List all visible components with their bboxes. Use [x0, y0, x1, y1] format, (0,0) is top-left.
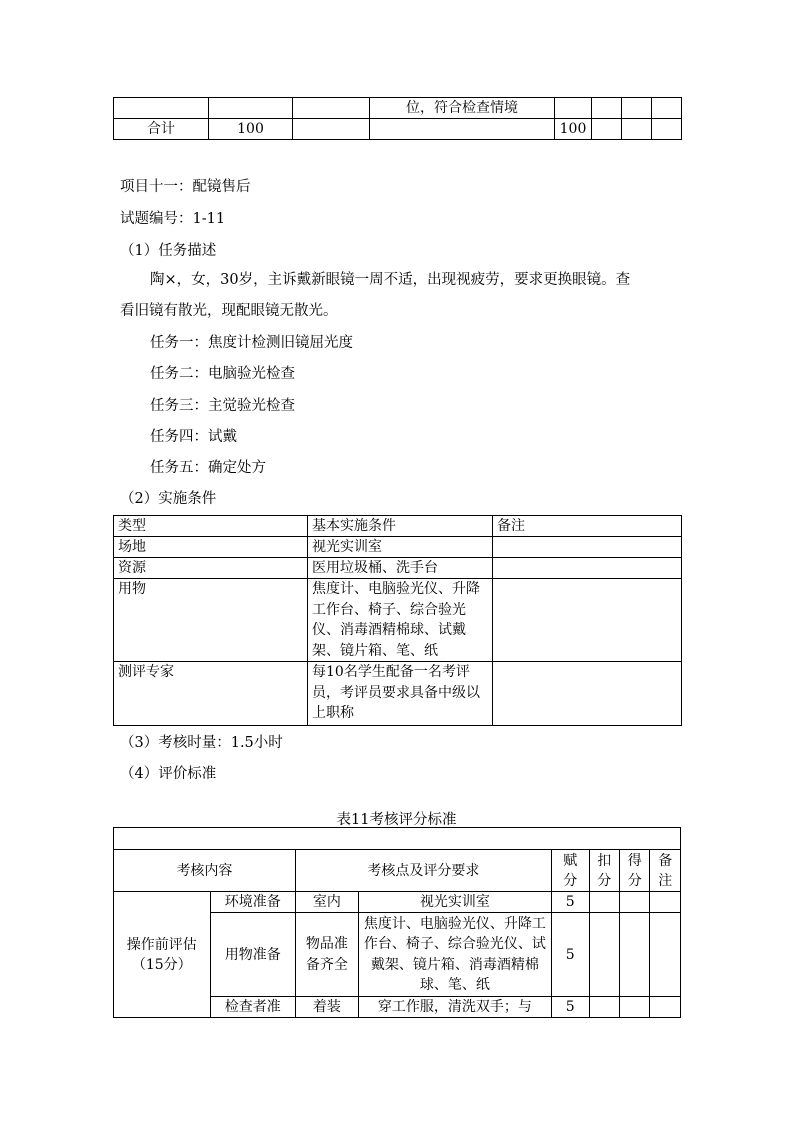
condition-cell: 焦度计、电脑验光仪、升降工作台、椅子、综合验光仪、消毒酒精棉球、试戴架、镜片箱、笔、纸 [308, 579, 493, 662]
score-table [113, 827, 681, 1018]
total-assigned: 100 [555, 119, 592, 140]
condition-cell: 医用垃圾桶、洗手台 [308, 558, 493, 579]
column-header: 备注 [493, 516, 682, 537]
item-cell: 环境准备 [210, 892, 295, 913]
column-header: 赋分 [551, 850, 589, 892]
total-label: 合计 [114, 119, 209, 140]
description-line1: 陶×，女，30岁，主诉戴新眼镜一周不适，出现视疲劳，要求更换眼镜。查 [150, 272, 631, 288]
condition-cell: 每10名学生配备一名考评员，考评员要求具备中级以上职称 [308, 662, 493, 726]
table-caption: 表11考核评分标准 [336, 812, 457, 828]
column-header: 考核点及评分要求 [295, 850, 551, 892]
description-line2: 看旧镜有散光，现配眼镜无散光。 [120, 303, 338, 319]
requirement-cell: 穿工作服，清洗双手；与 [358, 997, 551, 1018]
task-item: 任务二：电脑验光检查 [150, 366, 295, 382]
task-heading: （1）任务描述 [120, 243, 217, 259]
table-header-row [114, 850, 681, 892]
note-cell [493, 558, 682, 579]
note-cell [493, 537, 682, 558]
project-title: 项目十一：配镜售后 [120, 179, 251, 195]
conditions-table [113, 515, 682, 726]
table-row [114, 558, 682, 579]
task-item: 任务一：焦度计检测旧镜屈光度 [150, 335, 353, 351]
top-score-table [113, 97, 682, 140]
item-cell: 检查者准 [210, 997, 295, 1018]
table-cell: 位，符合检查情境 [370, 98, 555, 119]
task-item: 任务三：主觉验光检查 [150, 398, 295, 414]
time-heading: （3）考核时量：1.5小时 [120, 735, 283, 751]
score-cell: 5 [551, 913, 589, 997]
type-cell: 测评专家 [114, 662, 308, 726]
note-cell [493, 579, 682, 662]
item-cell: 用物准备 [210, 913, 295, 997]
column-header: 考核内容 [114, 850, 296, 892]
column-header: 类型 [114, 516, 308, 537]
score-cell: 5 [551, 997, 589, 1018]
conditions-heading: （2）实施条件 [120, 491, 217, 507]
project-code: 试题编号：1-11 [120, 211, 226, 227]
point-cell: 物品准备齐全 [295, 913, 358, 997]
condition-cell: 视光实训室 [308, 537, 493, 558]
total-score: 100 [209, 119, 293, 140]
type-cell: 资源 [114, 558, 308, 579]
point-cell: 着装 [295, 997, 358, 1018]
task-item: 任务四：试戴 [150, 429, 237, 445]
point-cell: 室内 [295, 892, 358, 913]
column-header: 扣分 [589, 850, 619, 892]
score-cell: 5 [551, 892, 589, 913]
type-cell: 用物 [114, 579, 308, 662]
section-cell: 操作前评估（15分） [114, 892, 211, 1018]
task-item: 任务五：确定处方 [150, 460, 266, 476]
requirement-cell: 视光实训室 [358, 892, 551, 913]
type-cell: 场地 [114, 537, 308, 558]
table-row [114, 119, 682, 140]
column-header: 备注 [650, 850, 681, 892]
table-row [114, 662, 682, 726]
note-cell [493, 662, 682, 726]
table-row [114, 537, 682, 558]
table-row [114, 892, 681, 913]
table-row [114, 98, 682, 119]
requirement-cell: 焦度计、电脑验光仪、升降工作台、椅子、综合验光仪、试戴架、镜片箱、消毒酒精棉球、笔、纸 [358, 913, 551, 997]
table-row [114, 579, 682, 662]
column-header: 基本实施条件 [308, 516, 493, 537]
column-header: 得分 [620, 850, 650, 892]
table-header-row [114, 516, 682, 537]
eval-heading: （4）评价标准 [120, 766, 217, 782]
